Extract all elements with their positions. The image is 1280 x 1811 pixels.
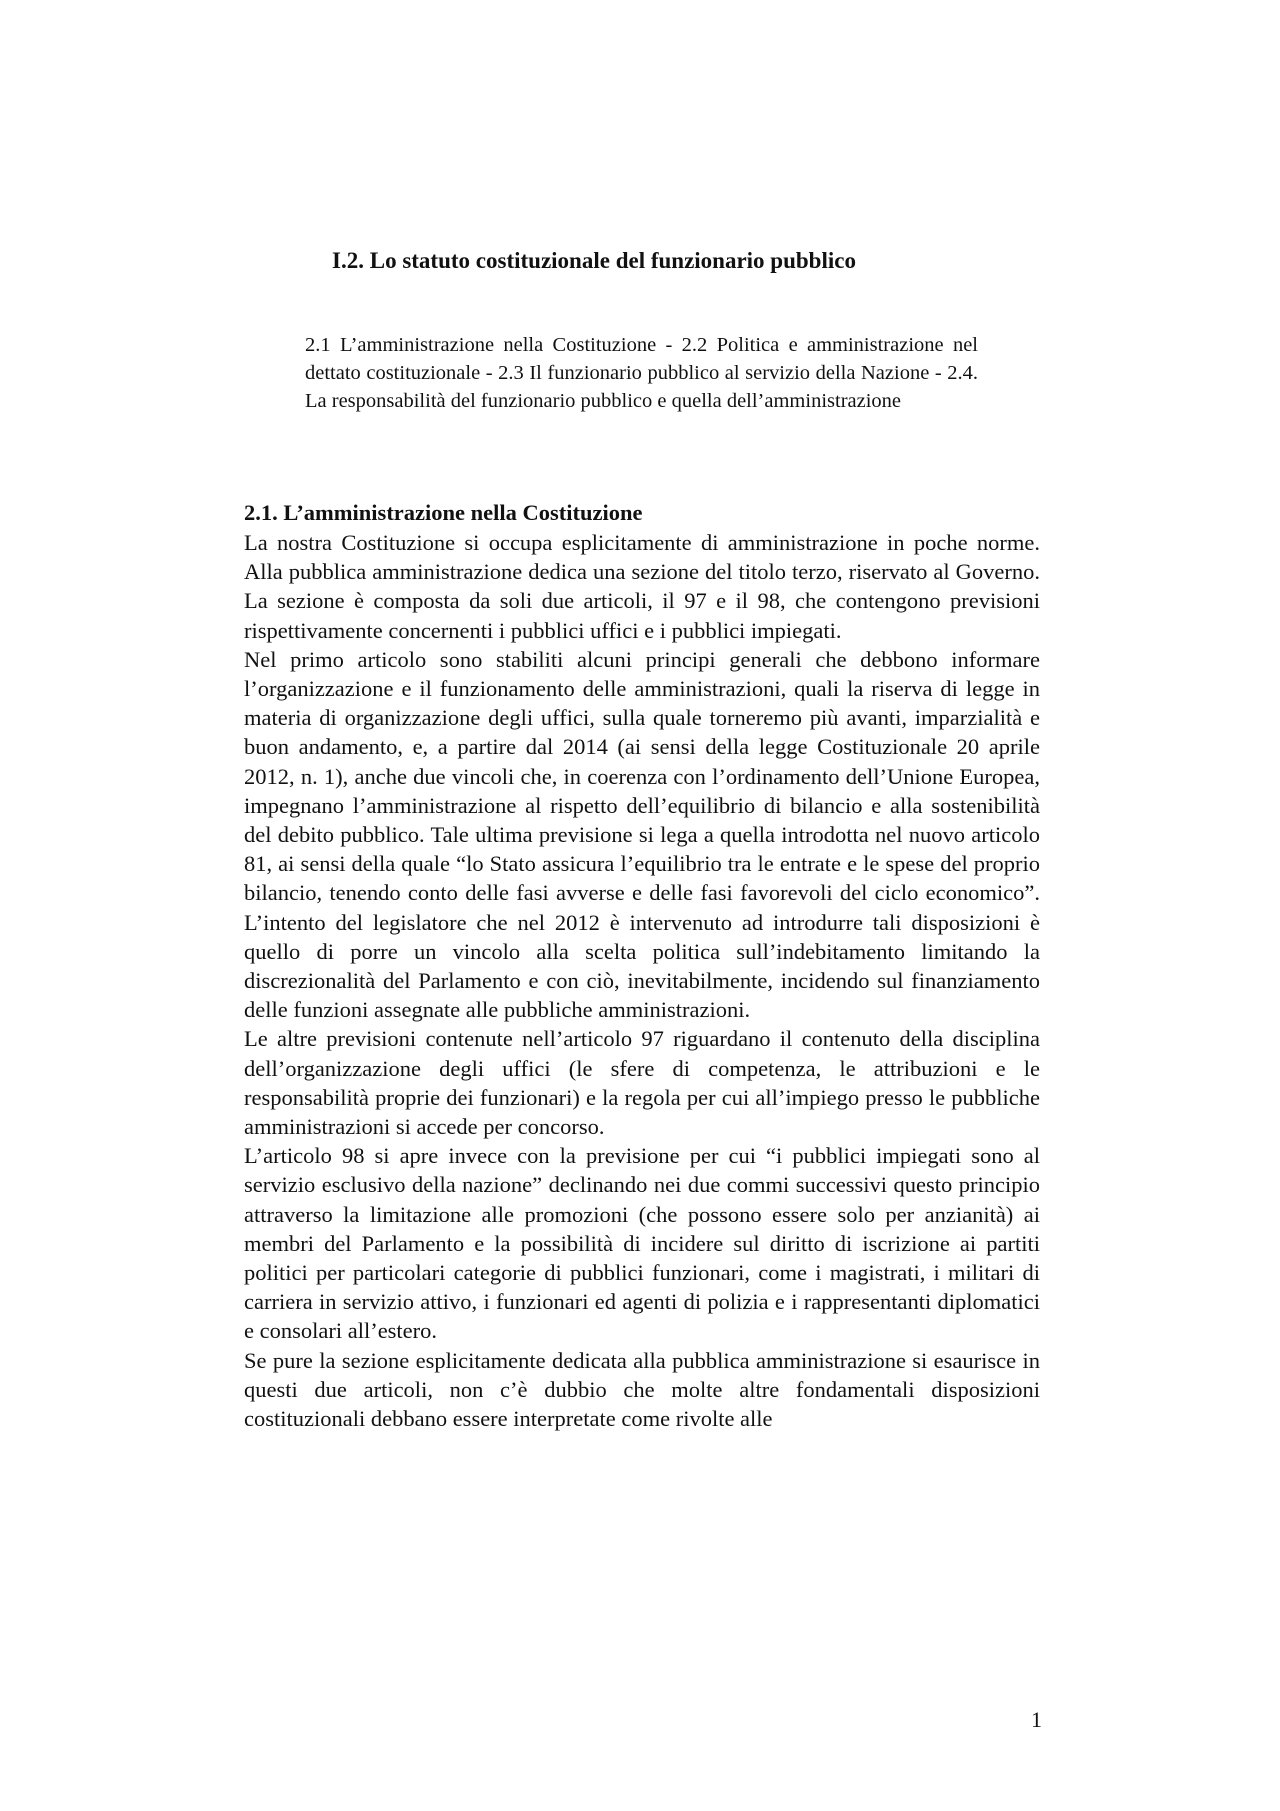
section-heading: 2.1. L’amministrazione nella Costituzione bbox=[244, 500, 643, 525]
paragraph-1: La nostra Costituzione si occupa esplicitamente di amministrazione in poche norme. Alla pubblica amministrazione dedica una sezione del titolo terzo, riservato al Governo. La sezione è composta da soli due articoli, il 97 e il 98, che contengono previsioni rispettivamente concernenti i pubblici uffici e i pubblici impiegati. bbox=[244, 530, 1040, 643]
section-2-1 bbox=[244, 498, 1040, 1433]
page-number: 1 bbox=[1031, 1707, 1042, 1732]
paragraph-5: Se pure la sezione esplicitamente dedicata alla pubblica amministrazione si esaurisce in questi due articoli, non c’è dubbio che molte altre fondamentali disposizioni costituzionali debbano essere interpretate come rivolte alle bbox=[244, 1347, 1040, 1432]
paragraph-4: L’articolo 98 si apre invece con la previsione per cui “i pubblici impiegati sono al servizio esclusivo della nazione” declinando nei due commi successivi questo principio attraverso la limitazione alle promozioni (che possono essere solo per anzianità) ai membri del Parlamento e la possibilità di incidere sul diritto di iscrizione ai partiti politici per particolari categorie di pubblici funzionari, come i magistrati, i militari di carriera in servizio attivo, i funzionari ed agenti di polizia e i rappresentanti diplomatici e consolari all’estero. bbox=[244, 1143, 1040, 1344]
paragraph-3: Le altre previsioni contenute nell’articolo 97 riguardano il contenuto della disciplina dell’organizzazione degli uffici (le sfere di competenza, le attribuzioni e le responsabilità proprie dei funzionari) e la regola per cui all’impiego presso le pubbliche amministrazioni si accede per concorso. bbox=[244, 1026, 1040, 1140]
chapter-summary: 2.1 L’amministrazione nella Costituzione - 2.2 Politica e amministrazione nel dettato costituzionale - 2.3 Il funzionario pubblico al servizio della Nazione - 2.4. La responsabilità del funzionario pubblico e quella dell’amministrazione bbox=[305, 334, 978, 412]
paragraph-2: Nel primo articolo sono stabiliti alcuni principi generali che debbono informare l’organizzazione e il funzionamento delle amministrazioni, quali la riserva di legge in materia di organizzazione degli uffici, sulla quale torneremo più avanti, imparzialità e buon andamento, e, a partire dal 2014 (ai sensi della legge Costituzionale 20 aprile 2012, n. 1), anche due vincoli che, in coerenza con l’ordinamento dell’Unione Europea, impegnano l’amministrazione al rispetto dell’equilibrio di bilancio e alla sostenibilità del debito pubblico. Tale ultima previsione si lega a quella introdotta nel nuovo articolo 81, ai sensi della quale “lo Stato assicura l’equilibrio tra le entrate e le spese del proprio bilancio, tenendo conto delle fasi avverse e delle fasi favorevoli del ciclo economico”. L’intento del legislatore che nel 2012 è intervenuto ad introdurre tali disposizioni è quello di porre un vincolo alla scelta politica sull’indebitamento limitando la discrezionalità del Parlamento e con ciò, inevitabilmente, incidendo sul finanziamento delle funzioni assegnate alle pubbliche amministrazioni. bbox=[244, 646, 1040, 1023]
chapter-title: I.2. Lo statuto costituzionale del funzionario pubblico bbox=[332, 248, 856, 273]
